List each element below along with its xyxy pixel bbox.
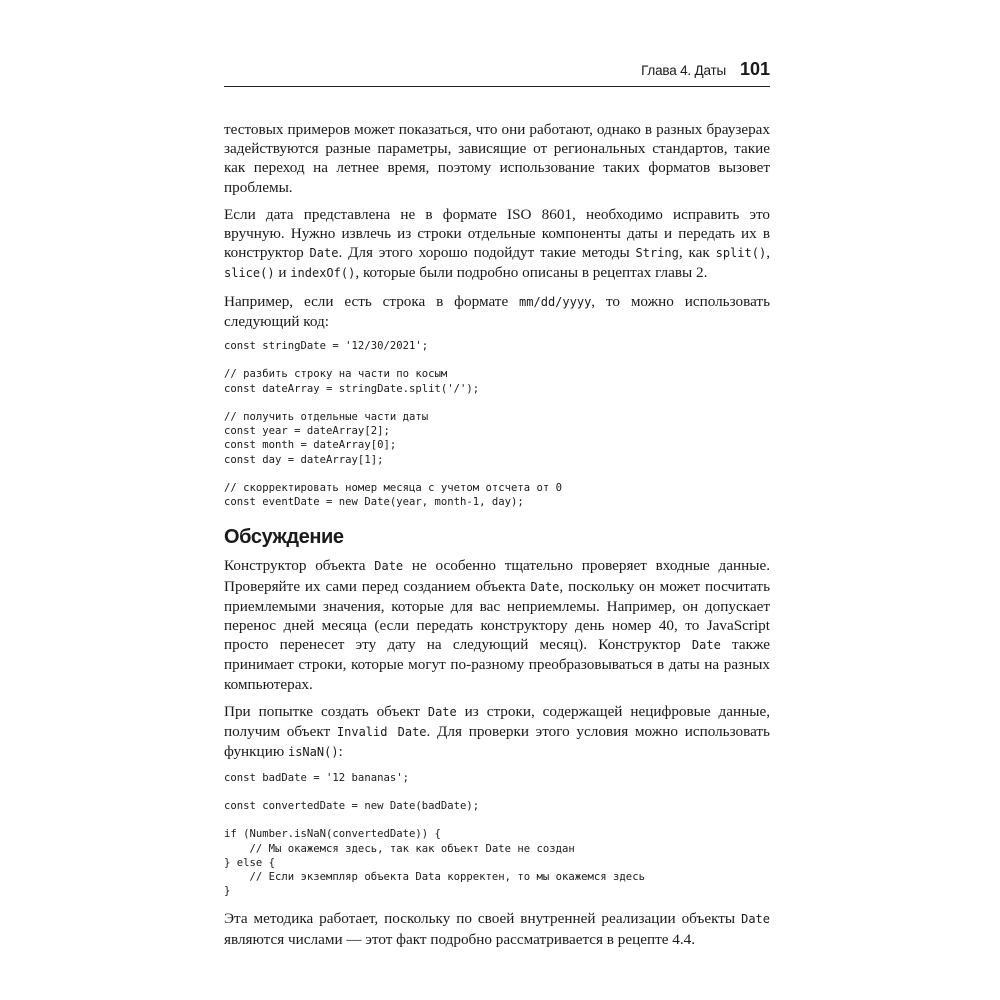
text-run: являются числами — этот факт подробно рассматривается в рецепте 4.4. (224, 930, 696, 948)
code-line: const convertedDate = new Date(badDate); (224, 799, 480, 812)
code-line: // Мы окажемся здесь, так как объект Date не создан (224, 842, 575, 855)
inline-code: Date (530, 579, 560, 594)
text-run: Конструктор объекта (224, 557, 375, 575)
text-run: При попытке создать объект (224, 702, 428, 720)
code-line: // разбить строку на части по косым (224, 368, 448, 381)
section-heading: Обсуждение (224, 526, 344, 549)
running-header (224, 60, 770, 87)
inline-code: String (635, 246, 679, 261)
inline-code: indexOf() (290, 266, 356, 281)
code-line: // Если экземпляр объекта Data корректен, то мы окажемся здесь (224, 870, 645, 883)
code-line: if (Number.isNaN(convertedDate)) { (224, 828, 441, 841)
text-run: Если дата представлена не в формате ISO 8601, необходимо исправить это вручную. Нужно извлечь из строки отдельные компоненты даты и передать их в конструктор (224, 205, 770, 262)
paragraph-2 (224, 205, 770, 284)
code-line: } (224, 885, 231, 898)
text-run: , которые были подробно описаны в рецептах главы 2. (355, 264, 708, 282)
paragraph-5 (224, 702, 770, 763)
inline-code: Date (374, 559, 404, 574)
text-run: , поскольку он может посчитать приемлемыми значения, которые для вас неприемлемы. Например, он допускает перенос дней месяца (если передать конструктору день номер 40, то JavaScript просто перенесет эту дату на следующий месяц). Конструктор (224, 577, 770, 654)
inline-code: slice() (224, 266, 275, 281)
paragraph-4 (224, 556, 770, 693)
code-line: const year = dateArray[2]; (224, 425, 390, 438)
page-number: 101 (739, 59, 770, 79)
inline-code: Date (427, 704, 457, 719)
code-line: // получить отдельные части даты (224, 411, 429, 424)
text-run: . Для этого хорошо подойдут такие методы (338, 244, 636, 262)
text-run: : (338, 743, 343, 761)
inline-code: split() (715, 246, 767, 261)
code-line: const stringDate = '12/30/2021'; (224, 340, 429, 353)
text-run: Эта методика работает, поскольку по своей внутренней реализации объекты (224, 910, 742, 928)
code-line: } else { (224, 856, 276, 869)
chapter-title: Глава 4. Даты (641, 63, 726, 78)
code-line: const month = dateArray[0]; (224, 439, 397, 452)
code-block-1 (224, 339, 770, 509)
text-run: и (274, 264, 291, 282)
inline-code: isNaN() (287, 745, 339, 760)
paragraph-1: тестовых примеров может показаться, что они работают, однако в разных браузерах задействуются разные параметры, зависящие от региональных стандартов, такие как переход на летнее время, поэтому использование таких форматов вызовет проблемы. (224, 121, 770, 196)
text-run: также принимает строки, которые могут по-разному преобразовываться в даты на разных компьютерах. (224, 636, 770, 693)
code-line: const eventDate = new Date(year, month-1, day); (224, 496, 524, 509)
code-line: // скорректировать номер месяца с учетом отсчета от 0 (224, 482, 563, 495)
paragraph-6 (224, 909, 770, 948)
text-run: из строки, содержащей нецифровые данные, получим объект (224, 702, 771, 741)
code-block-2 (224, 771, 770, 899)
text-run: не особенно тщательно проверяет входные данные. Проверяйте их сами перед созданием объекта (224, 557, 770, 595)
inline-code: mm/dd/yyyy (519, 294, 592, 309)
code-line: const day = dateArray[1]; (224, 453, 384, 466)
inline-code: Date (691, 638, 721, 653)
text-run: , (766, 244, 770, 262)
text-run: , как (678, 244, 716, 262)
code-line: const dateArray = stringDate.split('/'); (224, 382, 480, 395)
paragraph-3 (224, 292, 770, 331)
inline-code: Date (309, 246, 339, 261)
code-line: const badDate = '12 bananas'; (224, 771, 409, 784)
text-run: , то можно использовать следующий код: (224, 292, 770, 330)
text-run: Например, если есть строка в формате (224, 292, 520, 310)
text-run: . Для проверки этого условия можно использовать функцию (224, 723, 770, 761)
inline-code: Invalid Date (336, 725, 427, 740)
inline-code: Date (741, 912, 770, 927)
book-page (224, 60, 770, 957)
